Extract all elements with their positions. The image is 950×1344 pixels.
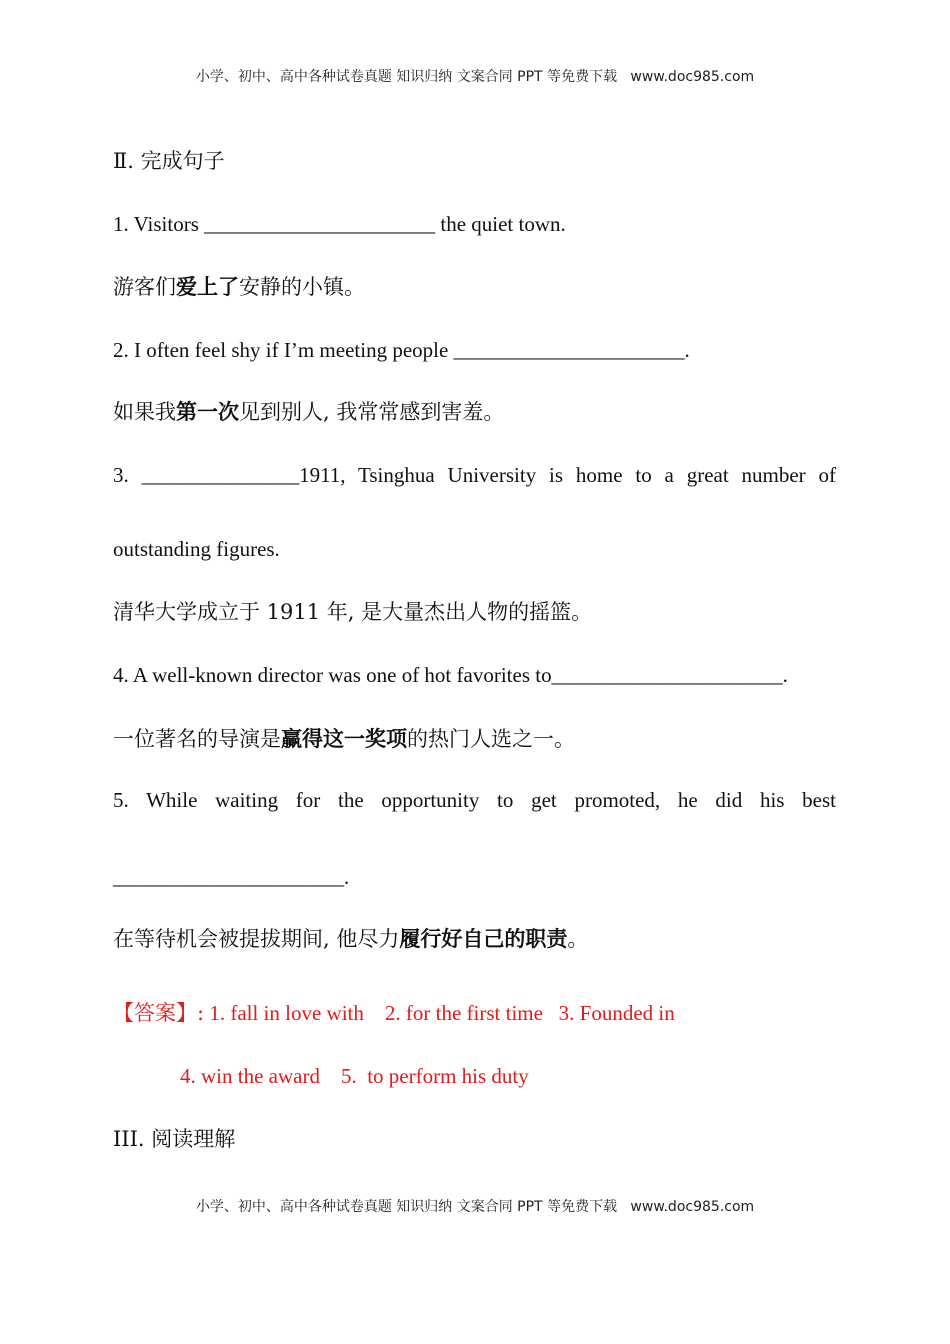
q5-cn-bold: 履行好自己的职责 [399, 926, 568, 951]
question-5-english-line-1: 5. While waiting for the opportunity to get promoted, he did his best [113, 788, 836, 812]
question-2-english: 2. I often feel shy if I’m meeting people ______________________. [113, 338, 690, 362]
question-3-english-line-1: 3. _______________1911, Tsinghua University is home to a great number of [113, 463, 836, 487]
question-4-chinese [113, 726, 575, 752]
q1-cn-post: 安静的小镇。 [239, 275, 365, 299]
q4-cn-pre: 一位著名的导演是 [113, 727, 281, 751]
q2-cn-pre: 如果我 [113, 400, 176, 424]
question-5-english-line-2: ______________________. [113, 865, 350, 889]
section-3-title: III. 阅读理解 [113, 1127, 236, 1151]
answers-line-1 [113, 1000, 675, 1026]
page-footer: 小学、初中、高中各种试卷真题 知识归纳 文案合同 PPT 等免费下载 www.doc985.com [195, 1199, 755, 1215]
q1-cn-pre: 游客们 [113, 275, 176, 299]
section-2-title: Ⅱ. 完成句子 [113, 149, 225, 173]
page-header: 小学、初中、高中各种试卷真题 知识归纳 文案合同 PPT 等免费下载 www.doc985.com [195, 69, 755, 85]
question-3-chinese: 清华大学成立于 1911 年, 是大量杰出人物的摇篮。 [113, 600, 593, 624]
q5-cn-post: 。 [567, 927, 589, 951]
question-3-english-line-2: outstanding figures. [113, 537, 280, 561]
question-4-english: 4. A well-known director was one of hot favorites to______________________. [113, 663, 788, 687]
question-1-english: 1. Visitors ______________________ the quiet town. [113, 212, 566, 236]
answers-text-1: 1. fall in love with 2. for the first time 3. Founded in [204, 1001, 675, 1025]
q5-cn-pre: 在等待机会被提拔期间, 他尽力 [113, 927, 400, 951]
question-5-chinese [113, 926, 588, 952]
answers-line-2: 4. win the award 5. to perform his duty [180, 1064, 529, 1088]
q4-cn-bold: 赢得这一奖项 [281, 726, 407, 751]
question-2-chinese [113, 399, 504, 425]
q2-cn-bold: 第一次 [176, 399, 239, 424]
q4-cn-post: 的热门人选之一。 [407, 727, 575, 751]
q2-cn-post: 见到别人, 我常常感到害羞。 [239, 400, 505, 424]
answers-label: 【答案】: [113, 1001, 205, 1025]
q1-cn-bold: 爱上了 [176, 274, 239, 299]
question-1-chinese [113, 274, 365, 300]
